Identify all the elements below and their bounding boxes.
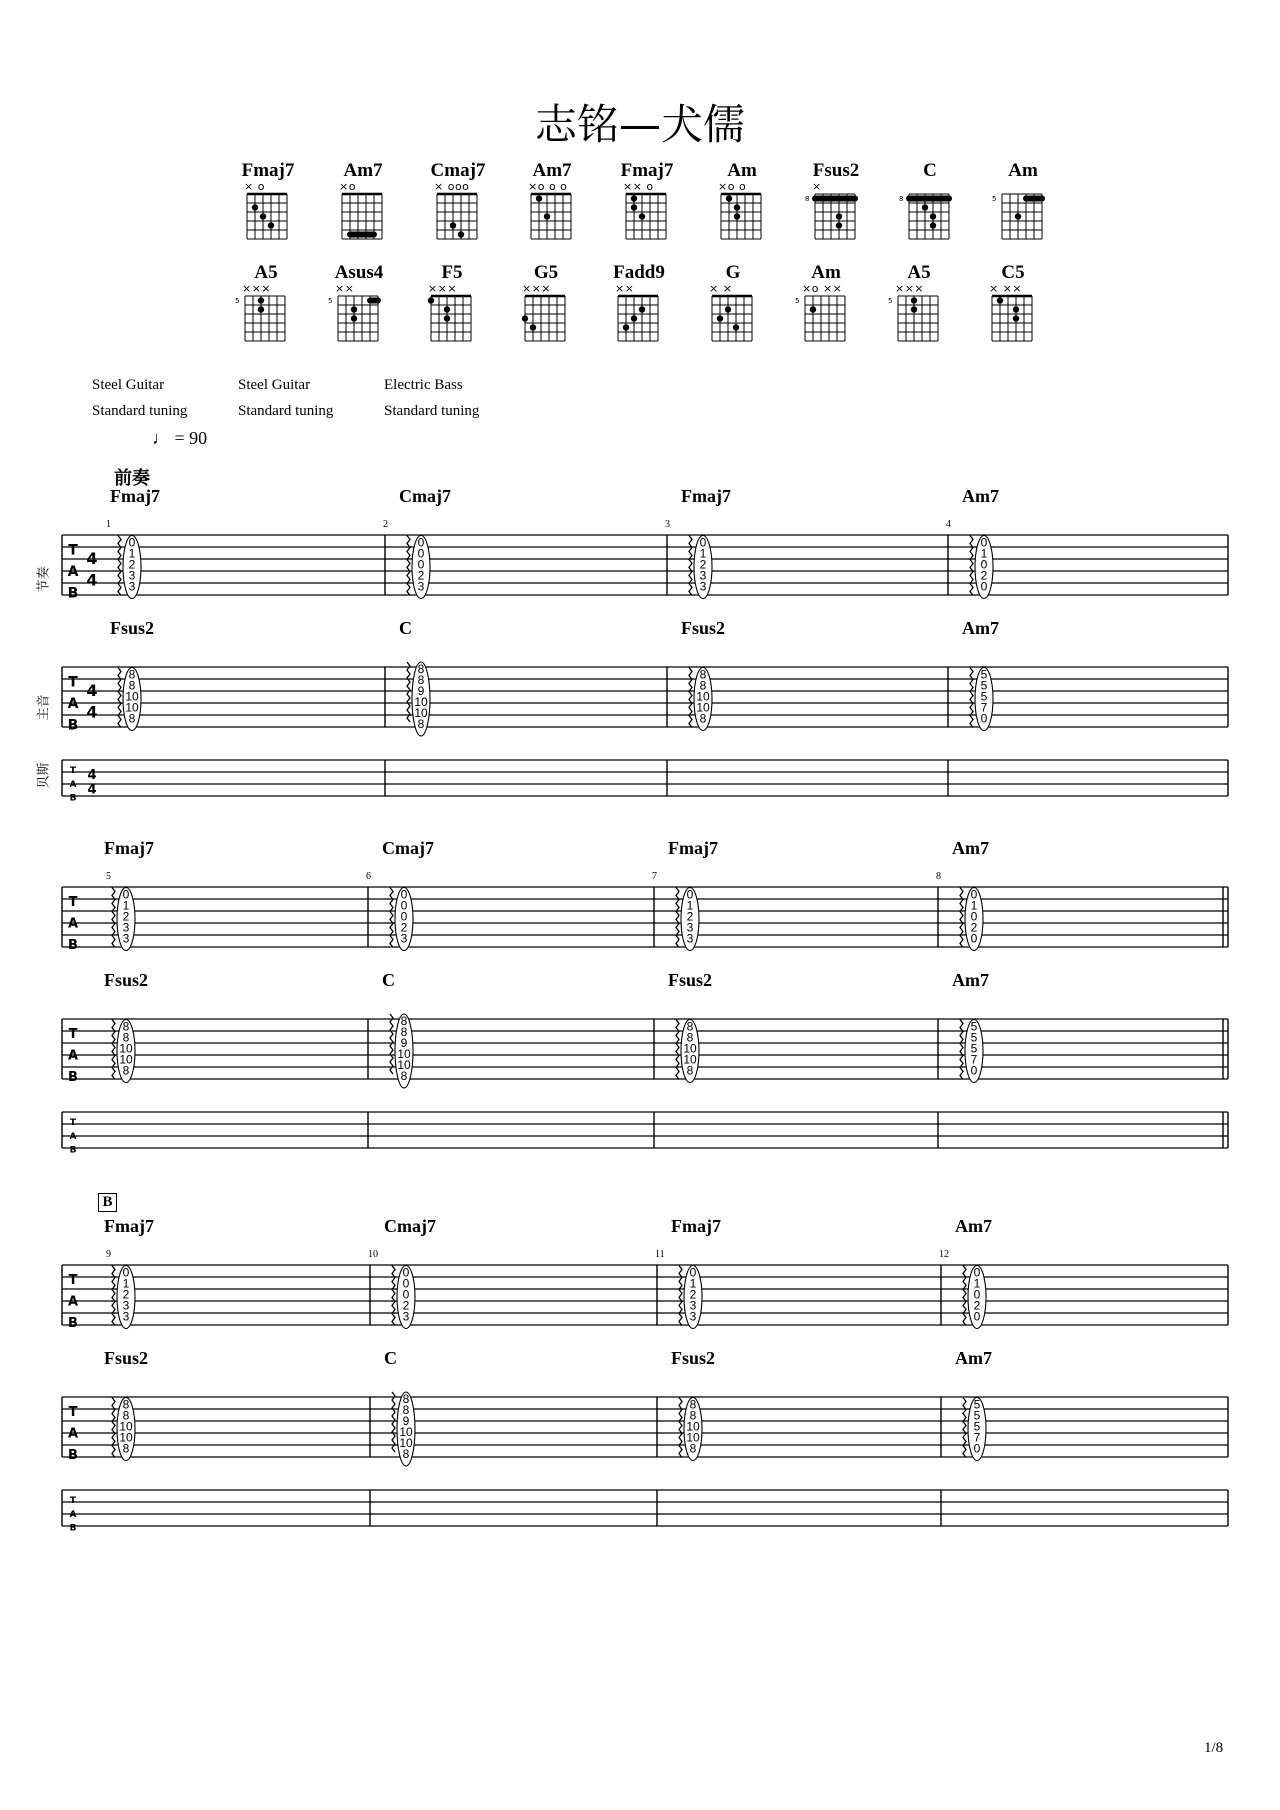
fret-number: 0 bbox=[417, 557, 425, 572]
chord-name: C bbox=[923, 160, 937, 181]
chord-name: F5 bbox=[441, 262, 463, 283]
tab-letter: T bbox=[68, 1404, 78, 1420]
fret-number: 1 bbox=[973, 1276, 981, 1291]
tab-letter: A bbox=[67, 695, 79, 712]
string-markers: ×× o bbox=[623, 182, 654, 193]
arpeggio-mark bbox=[112, 1020, 115, 1080]
fret-number: 8 bbox=[400, 1014, 408, 1028]
measure-number: 1 bbox=[106, 519, 111, 530]
fret-number: 8 bbox=[122, 1063, 130, 1078]
fret-number: 0 bbox=[128, 535, 136, 550]
fret-number: 2 bbox=[973, 1298, 981, 1313]
fret-number: 9 bbox=[417, 684, 425, 698]
string-markers: ×o ×× bbox=[802, 284, 843, 295]
chord-label: Fmaj7 bbox=[104, 1216, 154, 1236]
fret-number: 0 bbox=[417, 535, 425, 550]
fret-number: 1 bbox=[122, 898, 130, 913]
base-fret-label: 5 bbox=[328, 297, 333, 305]
string-markers: ××× bbox=[522, 284, 552, 295]
fret-number: 10 bbox=[414, 695, 428, 709]
fret-number: 5 bbox=[980, 678, 988, 693]
base-fret-label: 8 bbox=[899, 195, 904, 203]
fret-number: 0 bbox=[980, 535, 988, 550]
tab-letter: A bbox=[67, 1294, 79, 1310]
fret-number: 5 bbox=[973, 1419, 981, 1434]
fret-number: 5 bbox=[970, 1030, 978, 1045]
fret-number: 1 bbox=[699, 546, 707, 561]
measure-number: 2 bbox=[383, 519, 388, 530]
fret-number: 8 bbox=[689, 1397, 697, 1412]
time-signature: 4 bbox=[86, 702, 98, 722]
fret-number: 8 bbox=[122, 1441, 130, 1456]
fret-number: 8 bbox=[402, 1403, 410, 1417]
fret-number: 2 bbox=[980, 568, 988, 583]
fret-number: 5 bbox=[970, 1041, 978, 1056]
fret-number: 3 bbox=[122, 920, 130, 935]
fret-number: 10 bbox=[696, 700, 710, 715]
fret-number: 8 bbox=[122, 1019, 130, 1034]
tab-letter: B bbox=[67, 585, 79, 602]
measure-number: 4 bbox=[946, 519, 951, 530]
chord-name: Am bbox=[811, 262, 841, 283]
fret-number: 7 bbox=[970, 1052, 978, 1067]
instrument-tuning: Standard tuning bbox=[384, 403, 480, 419]
arpeggio-mark bbox=[689, 536, 692, 596]
tab-letter: T bbox=[68, 1026, 78, 1042]
fret-number: 5 bbox=[973, 1408, 981, 1423]
fret-number: 5 bbox=[970, 1019, 978, 1034]
arpeggio-mark bbox=[960, 888, 963, 948]
arpeggio-mark bbox=[676, 888, 679, 948]
arpeggio-mark bbox=[689, 668, 692, 728]
base-fret-label: 5 bbox=[235, 297, 240, 305]
chord-name: Fsus2 bbox=[812, 160, 860, 181]
chord-name: G5 bbox=[533, 262, 559, 283]
tab-letter: B bbox=[69, 1523, 77, 1534]
string-markers: ×× bbox=[335, 284, 355, 295]
fret-number: 0 bbox=[402, 1287, 410, 1302]
string-markers: ××× bbox=[242, 284, 272, 295]
tab-letter: T bbox=[69, 765, 77, 776]
fret-number: 3 bbox=[699, 568, 707, 583]
fret-number: 8 bbox=[699, 667, 707, 682]
fret-number: 0 bbox=[699, 535, 707, 550]
string-markers: × o bbox=[244, 182, 265, 193]
fret-number: 3 bbox=[122, 1309, 130, 1324]
fret-number: 2 bbox=[417, 568, 425, 583]
fret-number: 0 bbox=[970, 909, 978, 924]
fret-number: 8 bbox=[402, 1392, 410, 1406]
fret-number: 3 bbox=[122, 1298, 130, 1313]
fret-number: 5 bbox=[980, 667, 988, 682]
fret-number: 8 bbox=[400, 1025, 408, 1039]
fret-number: 8 bbox=[699, 678, 707, 693]
tab-letter: A bbox=[67, 1426, 79, 1442]
tab-letter: T bbox=[68, 674, 78, 691]
tab-letter: A bbox=[69, 780, 77, 791]
fret-number: 1 bbox=[686, 898, 694, 913]
fret-number: 8 bbox=[417, 662, 425, 676]
arpeggio-mark bbox=[679, 1266, 682, 1326]
chord-label: Am7 bbox=[952, 970, 989, 990]
fret-number: 10 bbox=[397, 1058, 411, 1072]
arpeggio-mark bbox=[112, 1266, 115, 1326]
instrument-name: Steel Guitar bbox=[92, 377, 165, 393]
tab-letter: A bbox=[69, 1510, 77, 1521]
tab-letter: A bbox=[67, 1048, 79, 1064]
arpeggio-mark bbox=[112, 1398, 115, 1458]
chord-label: Am7 bbox=[962, 618, 999, 638]
fret-number: 0 bbox=[973, 1265, 981, 1280]
fret-number: 8 bbox=[686, 1030, 694, 1045]
fret-number: 10 bbox=[683, 1041, 697, 1056]
chord-label: Am7 bbox=[955, 1348, 992, 1368]
fret-number: 3 bbox=[699, 579, 707, 594]
fret-number: 0 bbox=[400, 909, 408, 924]
time-signature: 4 bbox=[87, 782, 97, 798]
string-markers: ×o bbox=[339, 182, 356, 193]
tab-letter: T bbox=[68, 1272, 78, 1288]
fret-number: 8 bbox=[122, 1397, 130, 1412]
tempo-value: = 90 bbox=[174, 428, 208, 448]
measure-number: 10 bbox=[368, 1249, 378, 1260]
chord-name: C5 bbox=[1001, 262, 1025, 283]
fret-number: 10 bbox=[119, 1419, 133, 1434]
arpeggio-mark bbox=[963, 1266, 966, 1326]
fret-number: 7 bbox=[973, 1430, 981, 1445]
fret-number: 8 bbox=[686, 1063, 694, 1078]
fret-number: 3 bbox=[400, 931, 408, 946]
chord-name: A5 bbox=[907, 262, 931, 283]
chord-name: Asus4 bbox=[334, 262, 384, 283]
chord-label: Am7 bbox=[962, 486, 999, 506]
string-markers: × ooo bbox=[434, 182, 470, 193]
tab-letter: T bbox=[68, 542, 78, 559]
arpeggio-mark bbox=[390, 1014, 393, 1074]
time-signature: 4 bbox=[86, 548, 98, 568]
tab-letter: A bbox=[67, 916, 79, 932]
tab-letter: B bbox=[68, 938, 78, 954]
section-b-marker: B bbox=[98, 1193, 117, 1212]
tab-letter: T bbox=[68, 894, 78, 910]
string-markers: ×× bbox=[615, 284, 635, 295]
fret-number: 3 bbox=[689, 1309, 697, 1324]
arpeggio-mark bbox=[392, 1392, 395, 1452]
fret-number: 2 bbox=[686, 909, 694, 924]
fret-number: 3 bbox=[128, 579, 136, 594]
fret-number: 1 bbox=[128, 546, 136, 561]
fret-number: 10 bbox=[125, 689, 139, 704]
string-markers: ×o o o bbox=[528, 182, 568, 193]
chord-label: Fmaj7 bbox=[110, 486, 160, 506]
fret-number: 8 bbox=[699, 711, 707, 726]
fret-number: 8 bbox=[122, 1030, 130, 1045]
chord-label: C bbox=[382, 970, 395, 990]
fret-number: 0 bbox=[973, 1441, 981, 1456]
tab-letter: A bbox=[67, 563, 79, 580]
instrument-name: Electric Bass bbox=[384, 377, 463, 393]
fret-number: 8 bbox=[689, 1408, 697, 1423]
arpeggio-mark bbox=[970, 668, 973, 728]
chord-label: Fmaj7 bbox=[668, 838, 718, 858]
arpeggio-mark bbox=[970, 536, 973, 596]
instrument-tuning: Standard tuning bbox=[238, 403, 334, 419]
measure-number: 5 bbox=[106, 871, 111, 882]
fret-number: 10 bbox=[125, 700, 139, 715]
fret-number: 8 bbox=[400, 1069, 408, 1083]
arpeggio-mark bbox=[676, 1020, 679, 1080]
tab-letter: B bbox=[68, 1448, 78, 1464]
chord-name: G bbox=[725, 262, 741, 283]
fret-number: 2 bbox=[128, 557, 136, 572]
fret-number: 2 bbox=[402, 1298, 410, 1313]
fret-number: 0 bbox=[970, 931, 978, 946]
tab-letter: B bbox=[69, 793, 77, 804]
arpeggio-mark bbox=[118, 536, 121, 596]
fret-number: 8 bbox=[128, 678, 136, 693]
fret-number: 8 bbox=[686, 1019, 694, 1034]
fret-number: 5 bbox=[973, 1397, 981, 1412]
chord-label: Cmaj7 bbox=[384, 1216, 436, 1236]
chord-name: Am bbox=[1008, 160, 1038, 181]
fret-number: 10 bbox=[696, 689, 710, 704]
chord-label: Fmaj7 bbox=[681, 486, 731, 506]
instrument-tuning: Standard tuning bbox=[92, 403, 188, 419]
measure-number: 11 bbox=[655, 1249, 665, 1260]
fret-number: 10 bbox=[414, 706, 428, 720]
chord-name: Fmaj7 bbox=[241, 160, 295, 181]
base-fret-label: 8 bbox=[805, 195, 810, 203]
page-number: 1/8 bbox=[1204, 1740, 1224, 1756]
arpeggio-mark bbox=[679, 1398, 682, 1458]
chord-label: Fmaj7 bbox=[671, 1216, 721, 1236]
fret-number: 10 bbox=[399, 1436, 413, 1450]
fret-number: 0 bbox=[400, 898, 408, 913]
fret-number: 10 bbox=[399, 1425, 413, 1439]
arpeggio-mark bbox=[392, 1266, 395, 1326]
tab-letter: A bbox=[69, 1132, 77, 1143]
string-markers: × bbox=[812, 182, 822, 193]
chord-name: Fadd9 bbox=[613, 262, 665, 283]
chord-label: Fsus2 bbox=[668, 970, 713, 990]
fret-number: 3 bbox=[417, 579, 425, 594]
fret-number: 10 bbox=[686, 1419, 700, 1434]
tab-letter: T bbox=[69, 1117, 77, 1128]
fret-number: 8 bbox=[122, 1408, 130, 1423]
fret-number: 7 bbox=[980, 700, 988, 715]
chord-label: Fmaj7 bbox=[104, 838, 154, 858]
fret-number: 8 bbox=[402, 1447, 410, 1461]
fret-number: 10 bbox=[119, 1052, 133, 1067]
measure-number: 9 bbox=[106, 1249, 111, 1260]
fret-number: 8 bbox=[128, 711, 136, 726]
fret-number: 8 bbox=[417, 717, 425, 731]
fret-number: 1 bbox=[980, 546, 988, 561]
track-label-rhythm: 节奏 bbox=[36, 566, 52, 593]
fret-number: 3 bbox=[686, 920, 694, 935]
fret-number: 5 bbox=[980, 689, 988, 704]
fret-number: 0 bbox=[970, 887, 978, 902]
tab-letter: B bbox=[68, 1070, 78, 1086]
fret-number: 10 bbox=[683, 1052, 697, 1067]
chord-name: Am7 bbox=[343, 160, 383, 181]
measure-number: 8 bbox=[936, 871, 941, 882]
fret-number: 0 bbox=[402, 1276, 410, 1291]
fret-number: 0 bbox=[122, 887, 130, 902]
chord-name: A5 bbox=[254, 262, 278, 283]
fret-number: 9 bbox=[400, 1036, 408, 1050]
chord-label: C bbox=[399, 618, 412, 638]
chord-name: Fmaj7 bbox=[620, 160, 674, 181]
section-intro-label: 前奏 bbox=[114, 468, 150, 489]
measure-number: 7 bbox=[652, 871, 657, 882]
chord-label: Am7 bbox=[955, 1216, 992, 1236]
fret-number: 0 bbox=[686, 887, 694, 902]
string-markers: ×o o bbox=[718, 182, 747, 193]
chord-label: Cmaj7 bbox=[382, 838, 434, 858]
fret-number: 0 bbox=[400, 887, 408, 902]
fret-number: 1 bbox=[970, 898, 978, 913]
time-signature: 4 bbox=[87, 768, 97, 784]
fret-number: 2 bbox=[122, 909, 130, 924]
fret-number: 0 bbox=[973, 1309, 981, 1324]
chord-label: Fsus2 bbox=[110, 618, 155, 638]
base-fret-label: 5 bbox=[795, 297, 800, 305]
string-markers: × × bbox=[709, 284, 733, 295]
measure-number: 3 bbox=[665, 519, 670, 530]
tab-letter: B bbox=[67, 717, 79, 734]
fret-number: 3 bbox=[122, 931, 130, 946]
chord-label: Fsus2 bbox=[681, 618, 726, 638]
fret-number: 1 bbox=[122, 1276, 130, 1291]
chord-name: Cmaj7 bbox=[430, 160, 486, 181]
arpeggio-mark bbox=[960, 1020, 963, 1080]
chord-label: Cmaj7 bbox=[399, 486, 451, 506]
measure-number: 6 bbox=[366, 871, 371, 882]
fret-number: 0 bbox=[980, 557, 988, 572]
track-label-bass: 贝斯 bbox=[36, 762, 52, 789]
fret-number: 2 bbox=[122, 1287, 130, 1302]
fret-number: 10 bbox=[119, 1430, 133, 1445]
fret-number: 8 bbox=[689, 1441, 697, 1456]
chord-label: Am7 bbox=[952, 838, 989, 858]
fret-number: 10 bbox=[119, 1041, 133, 1056]
chord-label: Fsus2 bbox=[671, 1348, 716, 1368]
fret-number: 3 bbox=[402, 1309, 410, 1324]
arpeggio-mark bbox=[963, 1398, 966, 1458]
string-markers: × ×× bbox=[989, 284, 1023, 295]
tab-letter: T bbox=[69, 1495, 77, 1506]
arpeggio-mark bbox=[390, 888, 393, 948]
fret-number: 0 bbox=[122, 1265, 130, 1280]
arpeggio-mark bbox=[112, 888, 115, 948]
arpeggio-mark bbox=[407, 662, 410, 722]
fret-number: 2 bbox=[699, 557, 707, 572]
base-fret-label: 5 bbox=[888, 297, 893, 305]
quarter-note-icon: ♩ bbox=[152, 428, 170, 448]
fret-number: 8 bbox=[128, 667, 136, 682]
fret-number: 3 bbox=[686, 931, 694, 946]
fret-number: 3 bbox=[689, 1298, 697, 1313]
tab-letter: B bbox=[69, 1145, 77, 1156]
base-fret-label: 5 bbox=[992, 195, 997, 203]
instrument-name: Steel Guitar bbox=[238, 377, 311, 393]
measure-number: 12 bbox=[939, 1249, 949, 1260]
fret-number: 0 bbox=[402, 1265, 410, 1280]
fret-number: 10 bbox=[397, 1047, 411, 1061]
fret-number: 0 bbox=[689, 1265, 697, 1280]
fret-number: 0 bbox=[973, 1287, 981, 1302]
fret-number: 2 bbox=[689, 1287, 697, 1302]
tab-letter: B bbox=[68, 1316, 78, 1332]
fret-number: 2 bbox=[400, 920, 408, 935]
song-title: 志铭—犬儒 bbox=[534, 100, 745, 149]
chord-label: C bbox=[384, 1348, 397, 1368]
fret-number: 3 bbox=[128, 568, 136, 583]
chord-label: Fsus2 bbox=[104, 970, 149, 990]
chord-name: Am bbox=[727, 160, 757, 181]
fret-number: 8 bbox=[417, 673, 425, 687]
fret-number: 0 bbox=[980, 711, 988, 726]
time-signature: 4 bbox=[86, 570, 98, 590]
chord-name: Am7 bbox=[532, 160, 572, 181]
arpeggio-mark bbox=[118, 668, 121, 728]
arpeggio-mark bbox=[407, 536, 410, 596]
fret-number: 2 bbox=[970, 920, 978, 935]
string-markers: ××× bbox=[895, 284, 925, 295]
fret-number: 1 bbox=[689, 1276, 697, 1291]
fret-number: 9 bbox=[402, 1414, 410, 1428]
fret-number: 0 bbox=[970, 1063, 978, 1078]
string-markers: ××× bbox=[428, 284, 458, 295]
chord-label: Fsus2 bbox=[104, 1348, 149, 1368]
fret-number: 0 bbox=[980, 579, 988, 594]
track-label-lead: 主音 bbox=[36, 694, 52, 721]
fret-number: 0 bbox=[417, 546, 425, 561]
time-signature: 4 bbox=[86, 680, 98, 700]
fret-number: 10 bbox=[686, 1430, 700, 1445]
